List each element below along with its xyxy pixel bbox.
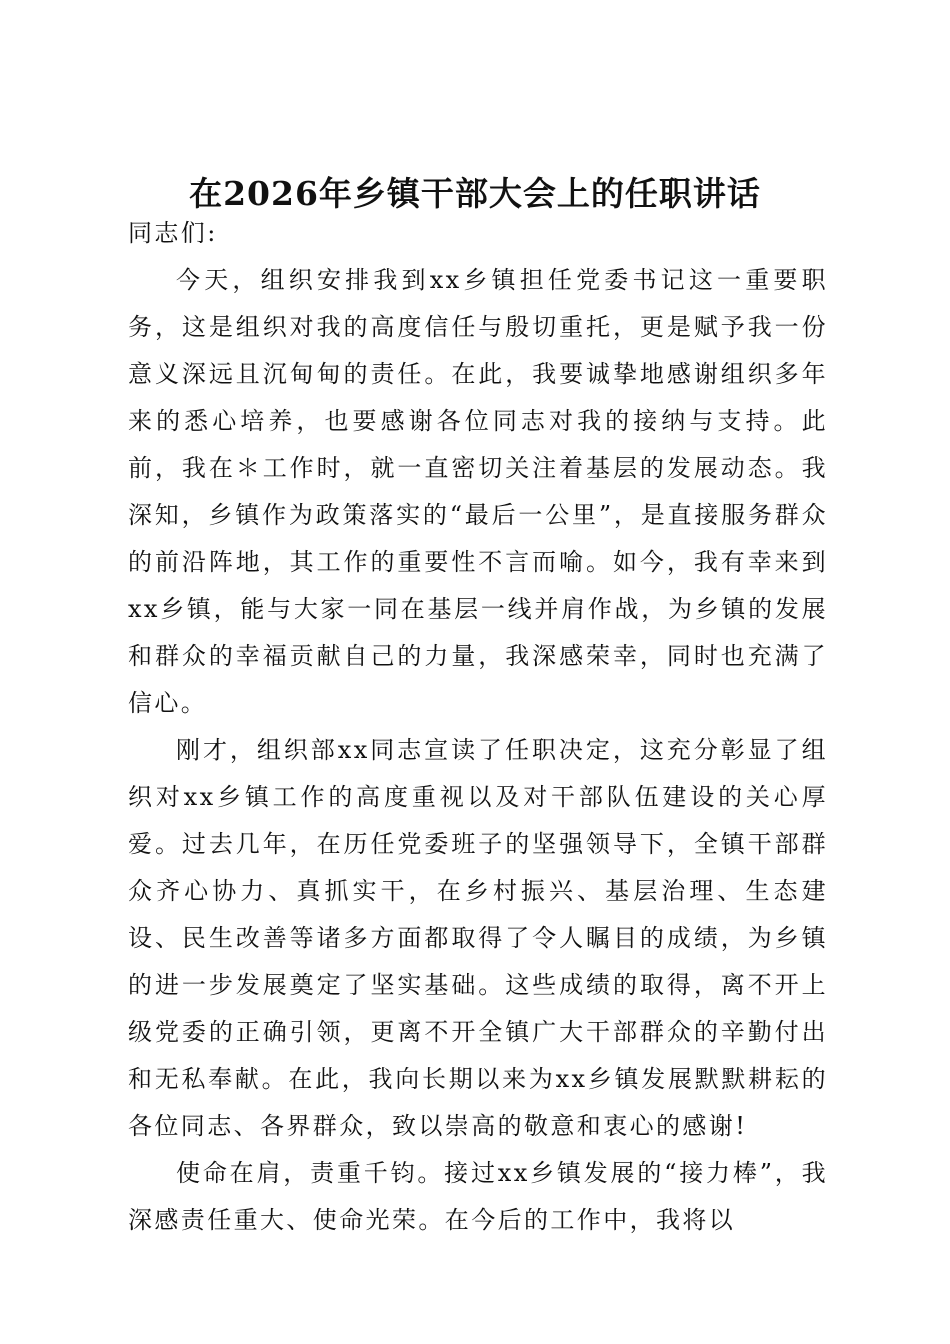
paragraph-3: 使命在肩，责重千钧。接过xx乡镇发展的“接力棒”，我深感责任重大、使命光荣。在今后的工作中，我将以: [128, 1159, 828, 1234]
document-title: 在2026年乡镇干部大会上的任职讲话: [189, 174, 761, 213]
salutation: 同志们:: [128, 219, 218, 247]
document-body: [128, 210, 828, 1244]
paragraph-1: 今天，组织安排我到xx乡镇担任党委书记这一重要职务，这是组织对我的高度信任与殷切重托，更是赋予我一份意义深远且沉甸甸的责任。在此，我要诚挚地感谢组织多年来的悉心培养，也要感谢各位同志对我的接纳与支持。此前，我在＊工作时，就一直密切关注着基层的发展动态。我深知，乡镇作为政策落实的“最后一公里”，是直接服务群众的前沿阵地，其工作的重要性不言而喻。如今，我有幸来到xx乡镇，能与大家一同在基层一线并肩作战，为乡镇的发展和群众的幸福贡献自己的力量，我深感荣幸，同时也充满了信心。: [128, 266, 828, 717]
paragraph-2: 刚才，组织部xx同志宣读了任职决定，这充分彰显了组织对xx乡镇工作的高度重视以及对干部队伍建设的关心厚爱。过去几年，在历任党委班子的坚强领导下，全镇干部群众齐心协力、真抓实干，在乡村振兴、基层治理、生态建设、民生改善等诸多方面都取得了令人瞩目的成绩，为乡镇的进一步发展奠定了坚实基础。这些成绩的取得，离不开上级党委的正确引领，更离不开全镇广大干部群众的辛勤付出和无私奉献。在此，我向长期以来为xx乡镇发展默默耕耘的各位同志、各界群众，致以崇高的敬意和衷心的感谢!: [128, 736, 828, 1140]
